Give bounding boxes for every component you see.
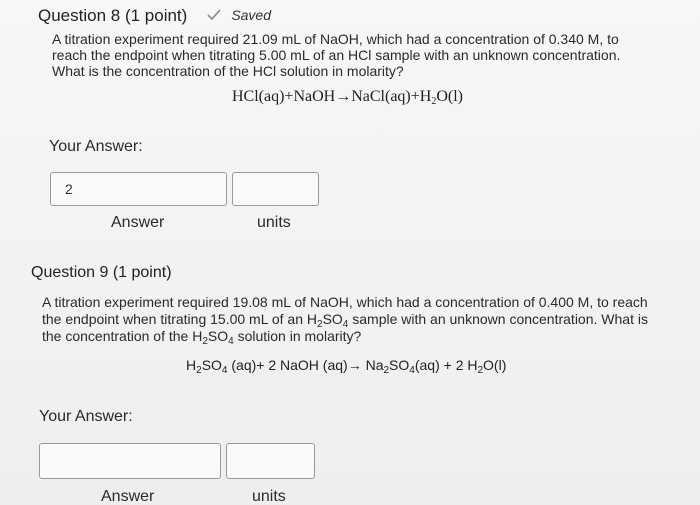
question-9-equation: $H_2SO_4$ (aq)+ 2 NaOH $(aq)\to Na_2SO_4(aq) + 2$ $H_2O(l)$ [186, 357, 507, 376]
question-9-header [31, 264, 172, 282]
question-8-title: Question 8 (1 point) [38, 6, 188, 25]
question-8-units-input[interactable] [232, 172, 319, 206]
question-8-your-answer-label: Your Answer: [49, 138, 143, 155]
question-8-text: A titration experiment required 21.09 mL of NaOH, which had a concentration of 0.340 M, to reach the endpoint when titrating 5.00 mL of an HCl sample with an unknown concentration. What is the concentration of the HCl solution in molarity? [52, 31, 621, 79]
question-9-units-label: units [252, 488, 286, 505]
question-8-answer-label: Answer [111, 214, 165, 231]
question-8-equation: $HCl(aq)+NaOH\to NaCl(aq)+H_2O(l)$ [232, 88, 463, 107]
question-8-units-label: units [257, 214, 291, 231]
checkmark-icon [207, 9, 221, 21]
question-8-answer-input[interactable]: 2 [50, 172, 227, 206]
saved-label: Saved [231, 7, 272, 23]
question-9-text: A titration experiment required 19.08 mL of NaOH, which had a concentration of 0.400 M, to reach the endpoint when titrating 15.00 mL of an $H_2SO_4$ sample with an unknown concentration. What is the concentration of the $H_2SO_4$ solution in molarity? [42, 294, 648, 347]
question-8-header [38, 6, 271, 26]
question-9-answer-input[interactable] [39, 443, 221, 479]
saved-status [207, 7, 271, 23]
question-9-title: Question 9 (1 point) [31, 264, 172, 281]
question-9-your-answer-label: Your Answer: [39, 408, 133, 425]
question-9-answer-label: Answer [101, 488, 155, 505]
question-9-units-input[interactable] [226, 443, 315, 479]
